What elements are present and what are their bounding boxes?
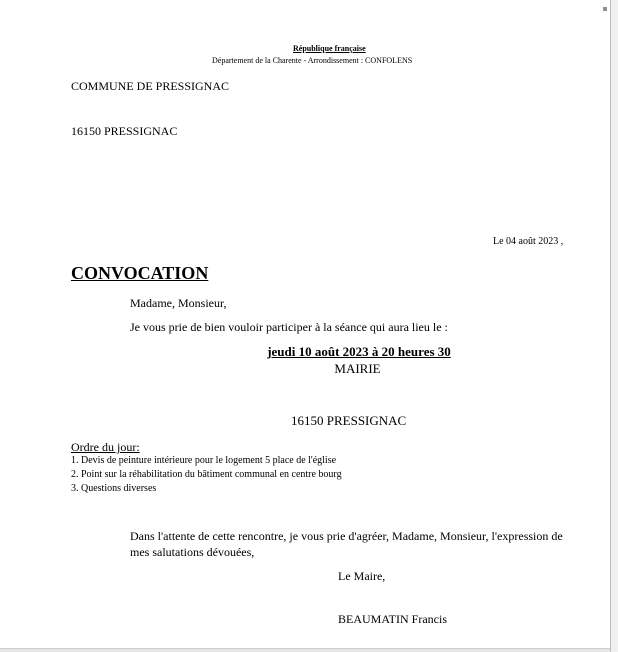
commune-name: COMMUNE DE PRESSIGNAC: [71, 79, 230, 93]
department-header: Département de la Charente - Arrondissement : CONFOLENS: [212, 56, 413, 65]
letter-date: Le 04 août 2023 ,: [493, 236, 564, 247]
agenda-item: 1. Devis de peinture intérieure pour le logement 5 place de l'église: [71, 455, 337, 466]
page-corner-mark: [603, 7, 607, 11]
closing-paragraph: Dans l'attente de cette rencontre, je vous prie d'agréer, Madame, Monsieur, l'expression de mes salutations dévouées,: [130, 529, 563, 559]
agenda-item: 3. Questions diverses: [71, 483, 157, 494]
signatory-role: Le Maire,: [338, 569, 386, 583]
document-title: CONVOCATION: [71, 263, 209, 283]
agenda-item: 2. Point sur la réhabilitation du bâtiment communal en centre bourg: [71, 469, 342, 480]
republic-header: République française: [293, 44, 366, 53]
signatory-name: BEAUMATIN Francis: [338, 612, 447, 626]
invitation-text: Je vous prie de bien vouloir participer à la séance qui aura lieu le :: [130, 320, 448, 334]
salutation: Madame, Monsieur,: [130, 296, 227, 310]
meeting-place: MAIRIE: [334, 361, 381, 376]
commune-postal-line: 16150 PRESSIGNAC: [71, 124, 178, 138]
page-right-edge: [610, 0, 618, 652]
agenda-heading: Ordre du jour:: [71, 440, 140, 454]
meeting-datetime: jeudi 10 août 2023 à 20 heures 30: [267, 344, 451, 359]
meeting-town: 16150 PRESSIGNAC: [291, 413, 407, 428]
page-bottom-edge: [0, 648, 610, 652]
